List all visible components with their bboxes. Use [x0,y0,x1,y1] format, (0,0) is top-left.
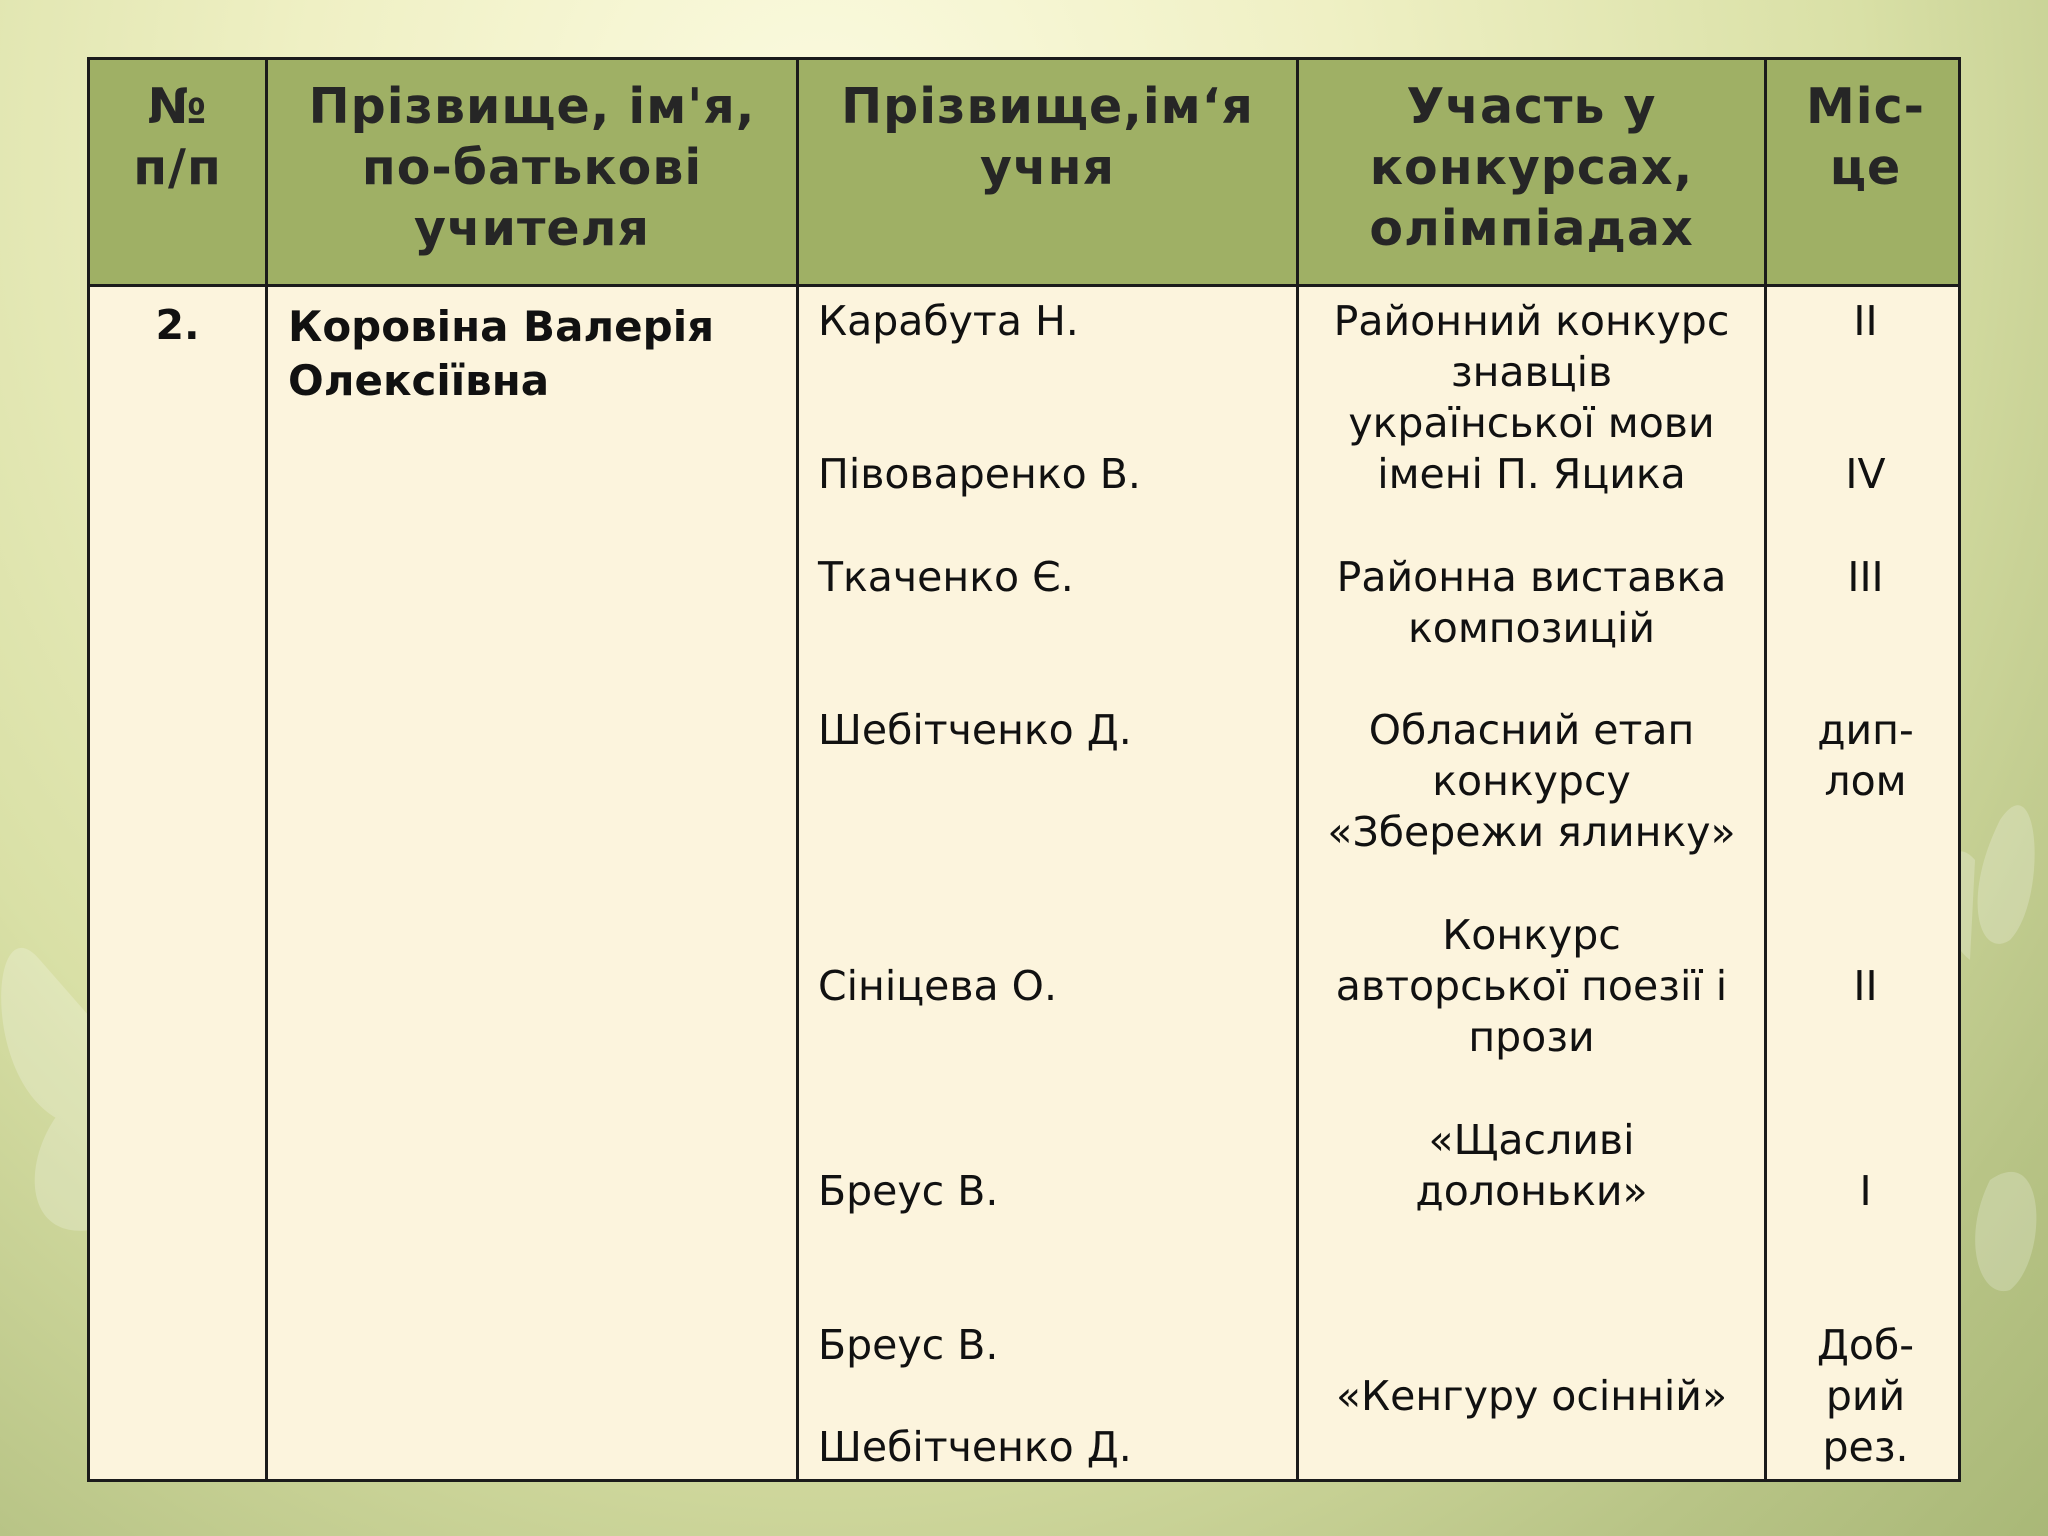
student-name: Карабута Н. [818,297,1079,345]
contest-line: Районна виставка [1336,553,1727,601]
place-value: рез. [1822,1423,1909,1471]
contest-line: композицій [1407,604,1656,652]
header-student-line: учня [980,139,1115,196]
header-number-line: № [147,78,208,135]
column-divider [796,60,799,1479]
contest-entry [1299,552,1764,654]
contest-line: імені П. Яцика [1377,450,1686,498]
contests-column [1299,60,1764,1479]
student-name: Півоваренко В. [818,450,1141,498]
student-name: Бреус В. [818,1321,999,1369]
contest-entry [1299,705,1764,858]
header-contest-line: олімпіадах [1369,200,1694,257]
student-name: Сініцева О. [818,962,1057,1010]
place-value: II [1853,297,1878,345]
header-contest-line: конкурсах, [1369,139,1694,196]
header-number [90,76,265,198]
place-value: рий [1825,1372,1906,1420]
contest-line: «Кенгуру осінній» [1335,1372,1728,1420]
contest-line: конкурсу [1432,757,1631,805]
column-divider [265,60,268,1479]
teacher-name-line: Коровіна Валерія [288,302,715,351]
header-teacher [268,76,796,259]
header-contest-line: Участь у [1406,78,1657,135]
teacher-name-line: Олексіївна [288,356,550,405]
header-teacher-line: Прізвище, ім'я, [308,78,756,135]
header-place-line: це [1829,139,1902,196]
contest-entry [1299,296,1764,500]
contest-line: знавців [1450,348,1613,396]
header-teacher-line: по-батькові [361,139,703,196]
students-column [818,60,1296,1479]
contest-line: Районний конкурс [1333,297,1730,345]
row-number: 2. [155,301,200,349]
header-student-line: Прізвище,ім‘я [841,78,1254,135]
place-value: III [1847,553,1884,601]
student-name: Ткаченко Є. [818,553,1074,601]
place-value: дип- [1817,706,1914,754]
student-name: Шебітченко Д. [818,1423,1132,1471]
contest-entry [1299,1115,1764,1217]
header-number-line: п/п [133,139,222,196]
results-table [87,57,1961,1482]
contest-line: долоньки» [1415,1167,1648,1215]
student-name: Бреус В. [818,1167,999,1215]
contest-line: Обласний етап [1368,706,1695,754]
contest-line: авторської поезії і [1335,962,1728,1010]
place-value: Доб- [1816,1321,1915,1369]
header-teacher-line: учителя [414,200,650,257]
contest-line: прози [1468,1013,1595,1061]
header-place-line: Міс- [1806,78,1925,135]
place-value: I [1859,1167,1872,1215]
place-value: лом [1824,757,1907,805]
teacher-name [288,300,714,408]
contest-line: Конкурс [1442,911,1621,959]
student-name: Шебітченко Д. [818,706,1132,754]
places-column [1767,60,1964,1479]
contest-line: української мови [1348,399,1715,447]
place-value: II [1853,962,1878,1010]
contest-line: «Щасливі [1428,1116,1635,1164]
contest-line: «Збережи ялинку» [1327,808,1736,856]
contest-entry [1299,1371,1764,1422]
contest-entry [1299,910,1764,1063]
place-value: IV [1845,450,1886,498]
